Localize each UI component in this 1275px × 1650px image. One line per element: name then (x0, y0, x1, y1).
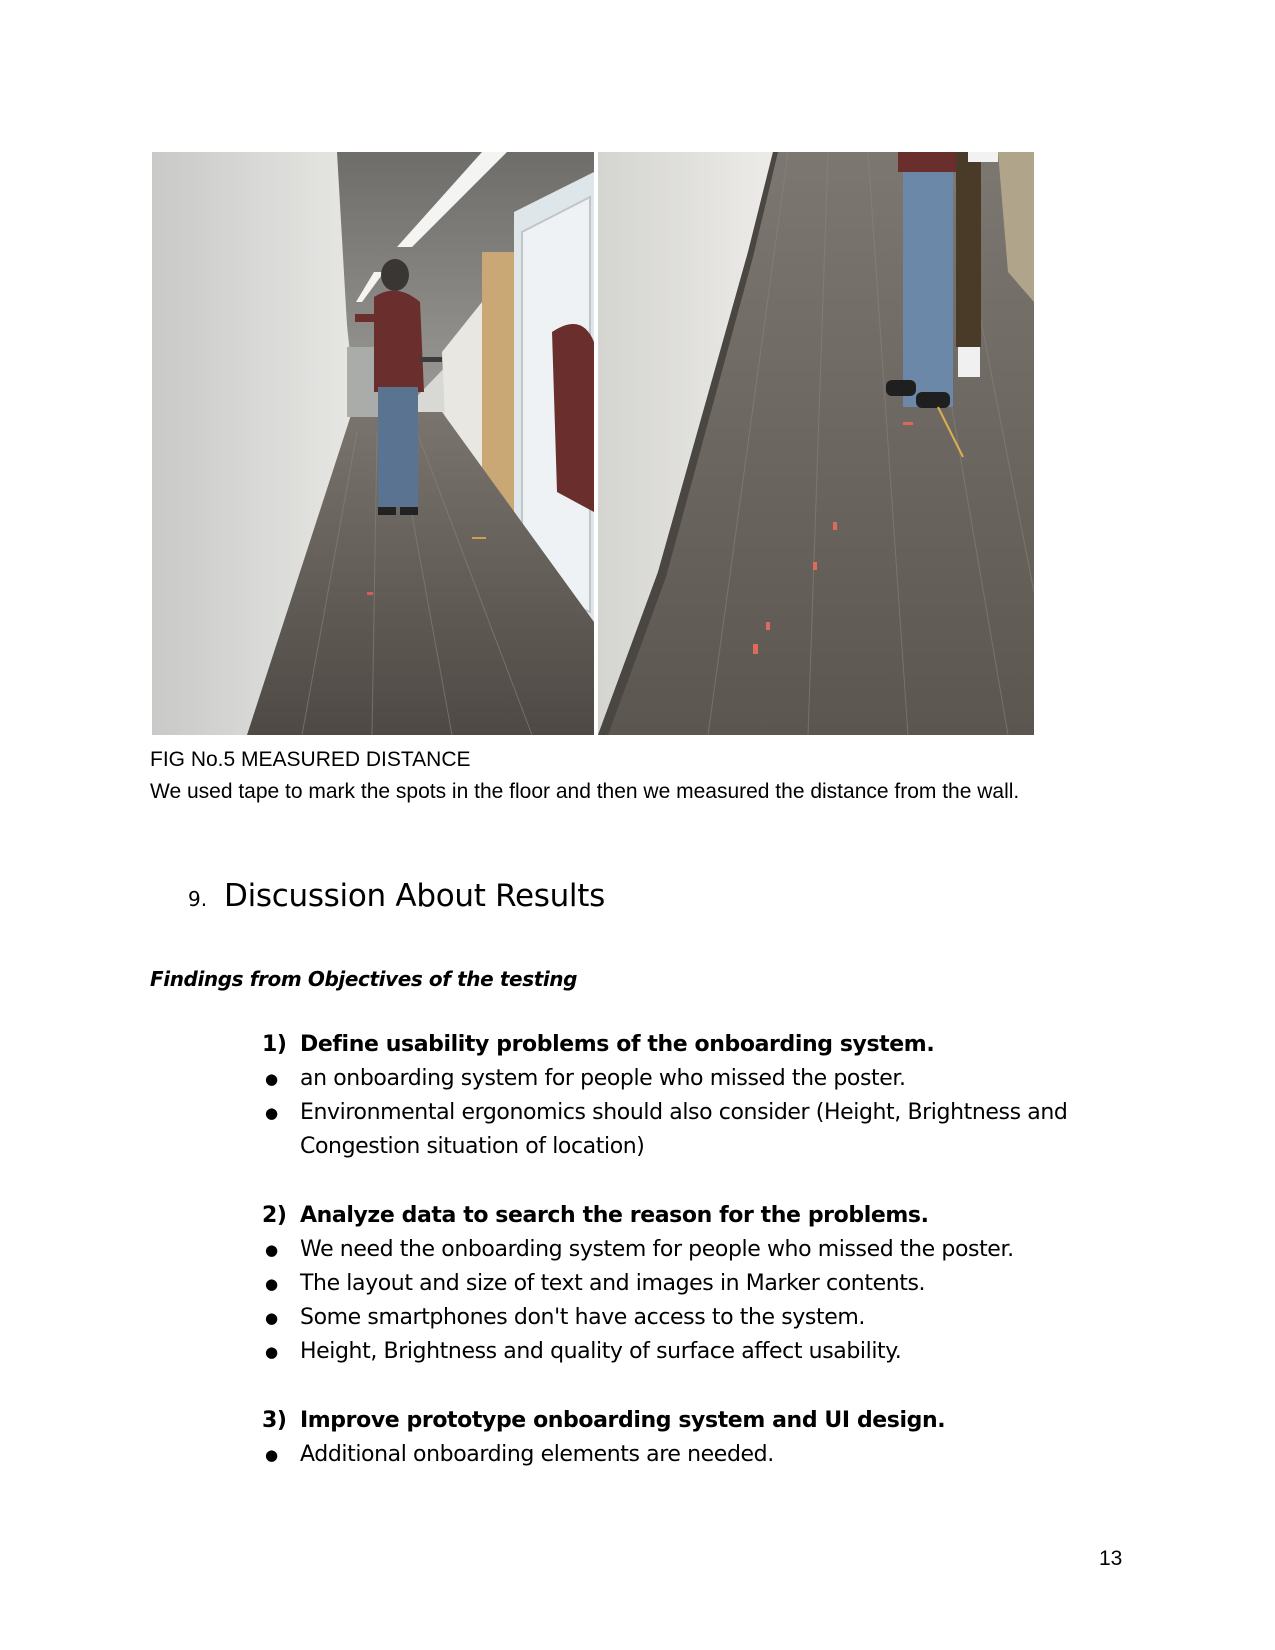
bullet-icon: ● (265, 1446, 278, 1464)
bullet-icon: ● (265, 1241, 278, 1259)
bullet-text: The layout and size of text and images in Marker contents. (300, 1271, 926, 1296)
bullet-icon: ● (265, 1070, 278, 1088)
section-number: 9. (188, 887, 208, 911)
findings-subheading: Findings from Objectives of the testing (150, 967, 578, 991)
bullet-item (262, 1438, 1142, 1472)
bullet-icon: ● (265, 1343, 278, 1361)
bullet-text: an onboarding system for people who missed the poster. (300, 1066, 906, 1091)
finding-group-2 (262, 1199, 1142, 1369)
objective-number: 3) (262, 1408, 287, 1433)
objective-number: 2) (262, 1203, 287, 1228)
bullet-text: Height, Brightness and quality of surface affect usability. (300, 1339, 902, 1364)
bullet-icon: ● (265, 1309, 278, 1327)
finding-group-3 (262, 1404, 1142, 1472)
objective-item (262, 1199, 1142, 1233)
bullet-item (262, 1335, 1142, 1369)
objective-item (262, 1028, 1142, 1062)
objective-number: 1) (262, 1032, 287, 1057)
figure-caption-title: FIG No.5 MEASURED DISTANCE (150, 748, 471, 771)
finding-group-1 (262, 1028, 1142, 1164)
objective-title: Analyze data to search the reason for the problems. (300, 1203, 929, 1228)
hallway-photo-person-measuring-image (152, 152, 594, 735)
bullet-icon: ● (265, 1104, 278, 1122)
hallway-photo-left (152, 152, 594, 735)
hallway-floor-photo-tape-marks-image (598, 152, 1034, 735)
bullet-text: Additional onboarding elements are needed. (300, 1442, 774, 1467)
hallway-photo-right (598, 152, 1034, 735)
bullet-item (262, 1062, 1142, 1096)
findings-list (262, 1028, 1142, 1507)
bullet-text: We need the onboarding system for people who missed the poster. (300, 1237, 1014, 1262)
bullet-item (262, 1267, 1142, 1301)
objective-title: Improve prototype onboarding system and UI design. (300, 1408, 946, 1433)
bullet-text: Environmental ergonomics should also consider (Height, Brightness and Congestion situation of location) (300, 1100, 1068, 1159)
bullet-item (262, 1096, 1142, 1164)
section-title: Discussion About Results (224, 878, 605, 914)
objective-title: Define usability problems of the onboarding system. (300, 1032, 935, 1057)
section-heading (188, 878, 605, 914)
bullet-text: Some smartphones don't have access to the system. (300, 1305, 865, 1330)
bullet-icon: ● (265, 1275, 278, 1293)
objective-item (262, 1404, 1142, 1438)
figure-caption-text: We used tape to mark the spots in the floor and then we measured the distance from the wall. (150, 780, 1020, 803)
bullet-item (262, 1301, 1142, 1335)
bullet-item (262, 1233, 1142, 1267)
page-number: 13 (1099, 1547, 1123, 1570)
